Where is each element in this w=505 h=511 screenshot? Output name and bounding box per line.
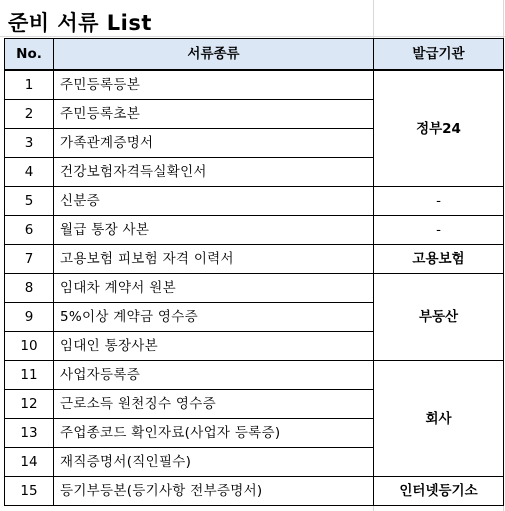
table-row xyxy=(5,70,504,100)
column-header-doc-type[interactable]: 서류종류 xyxy=(54,39,374,71)
table-row xyxy=(5,274,504,303)
row-number-cell[interactable]: 8 xyxy=(5,274,54,303)
doc-type-cell[interactable]: 임대차 계약서 원본 xyxy=(54,274,374,303)
row-number-cell[interactable]: 14 xyxy=(5,448,54,477)
column-header-no[interactable]: No. xyxy=(5,39,54,71)
table-row xyxy=(5,361,504,390)
row-number-cell[interactable]: 2 xyxy=(5,100,54,129)
issuer-cell-gov24[interactable]: 정부24 xyxy=(374,70,504,187)
doc-type-cell[interactable]: 등기부등본(등기사항 전부증명서) xyxy=(54,477,374,506)
doc-type-cell[interactable]: 가족관계증명서 xyxy=(54,129,374,158)
row-number-cell[interactable]: 7 xyxy=(5,245,54,274)
row-number-cell[interactable]: 10 xyxy=(5,332,54,361)
row-number-cell[interactable]: 9 xyxy=(5,303,54,332)
table-row xyxy=(5,216,504,245)
issuer-cell-real-estate[interactable]: 부동산 xyxy=(374,274,504,361)
row-number-cell[interactable]: 11 xyxy=(5,361,54,390)
doc-type-cell[interactable]: 주민등록등본 xyxy=(54,70,374,100)
doc-type-cell[interactable]: 월급 통장 사본 xyxy=(54,216,374,245)
doc-type-cell[interactable]: 사업자등록증 xyxy=(54,361,374,390)
sheet-title: 준비 서류 List xyxy=(8,11,152,35)
row-number-cell[interactable]: 13 xyxy=(5,419,54,448)
issuer-cell-empty[interactable]: - xyxy=(374,187,504,216)
issuer-cell-empty[interactable]: - xyxy=(374,216,504,245)
doc-type-cell[interactable]: 주민등록초본 xyxy=(54,100,374,129)
doc-type-cell[interactable]: 건강보험자격득실확인서 xyxy=(54,158,374,187)
row-number-cell[interactable]: 5 xyxy=(5,187,54,216)
table-header-row xyxy=(5,39,504,71)
column-header-issuer[interactable]: 발급기관 xyxy=(374,39,504,71)
doc-type-cell[interactable]: 신분증 xyxy=(54,187,374,216)
documents-table xyxy=(4,38,504,506)
table-row xyxy=(5,187,504,216)
row-number-cell[interactable]: 12 xyxy=(5,390,54,419)
issuer-cell-company[interactable]: 회사 xyxy=(374,361,504,477)
table-row xyxy=(5,477,504,506)
row-number-cell[interactable]: 3 xyxy=(5,129,54,158)
doc-type-cell[interactable]: 임대인 통장사본 xyxy=(54,332,374,361)
row-number-cell[interactable]: 1 xyxy=(5,70,54,100)
issuer-cell-internet-registry[interactable]: 인터넷등기소 xyxy=(374,477,504,506)
row-number-cell[interactable]: 15 xyxy=(5,477,54,506)
doc-type-cell[interactable]: 근로소득 원천징수 영수증 xyxy=(54,390,374,419)
table-row xyxy=(5,245,504,274)
doc-type-cell[interactable]: 주업종코드 확인자료(사업자 등록증) xyxy=(54,419,374,448)
row-number-cell[interactable]: 6 xyxy=(5,216,54,245)
doc-type-cell[interactable]: 고용보험 피보험 자격 이력서 xyxy=(54,245,374,274)
issuer-cell-employment-insurance[interactable]: 고용보험 xyxy=(374,245,504,274)
row-number-cell[interactable]: 4 xyxy=(5,158,54,187)
doc-type-cell[interactable]: 재직증명서(직인필수) xyxy=(54,448,374,477)
doc-type-cell[interactable]: 5%이상 계약금 영수증 xyxy=(54,303,374,332)
